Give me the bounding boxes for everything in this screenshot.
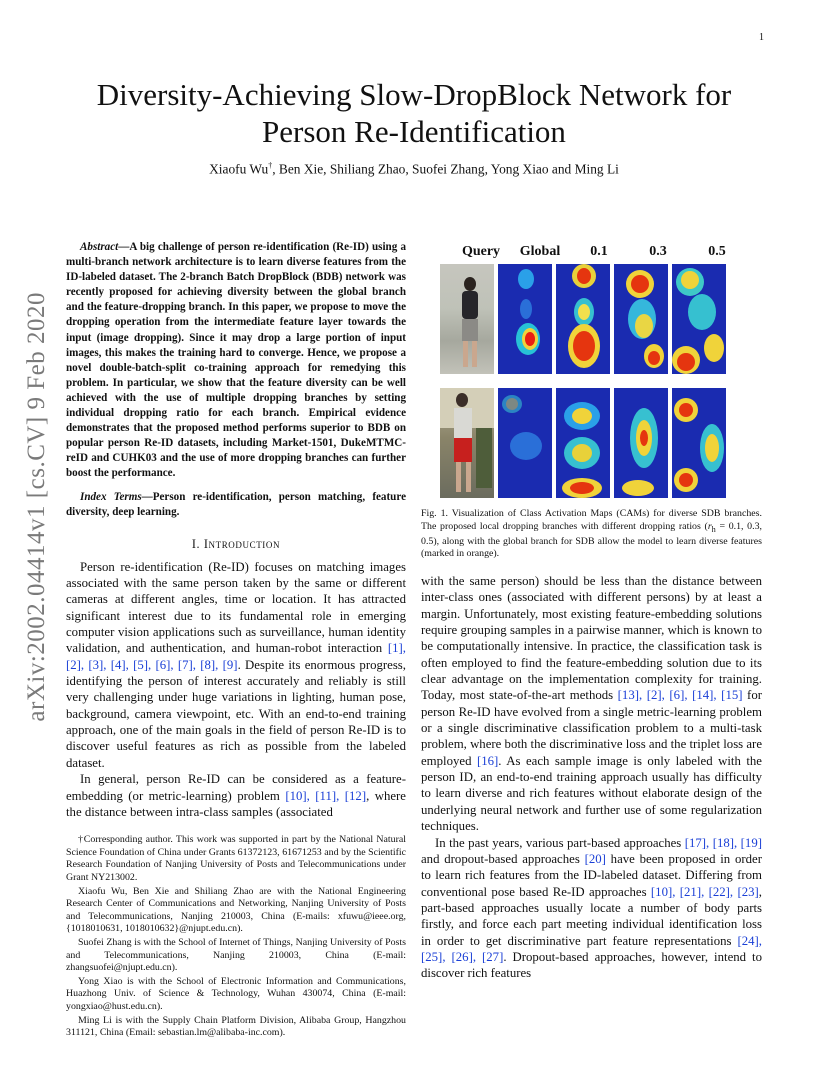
citation-links[interactable]: [17], [18], [19] (684, 835, 762, 850)
caption-text: Fig. 1. Visualization of Class Activation Maps (CAMs) for diverse SDB branches. The proposed local dropping branches with different dropping ratios ( (421, 508, 762, 532)
paragraph-text: Person re-identification (Re-ID) focuses on matching images associated with the same person taken by the same or different cameras at different angles, time or location. It has attracted significant interest due to its fundamental role in emerging computer vision applications such as surveillance, human identity validation, and authentication, and human-robot interaction (66, 559, 406, 656)
right-column (421, 573, 762, 982)
footnote: Ming Li is with the Supply Chain Platform Division, Alibaba Group, Hangzhou 311121, China (Email: sebastian.lm@alibaba-inc.com). (66, 1014, 406, 1039)
corresponding-mark: † (268, 161, 273, 170)
left-column (66, 240, 406, 1041)
paragraph-text: . Despite its enormous progress, identifying the person of interest accurately and reliably is still very challenging under huge variations in lighting, human pose, background, camera viewpoint, etc. With an end-to-end training approach, one of the main goals in the field of person Re-ID is to discover useful features as rich as possible from the labeled dataset. (66, 657, 406, 770)
figure-header: 0.3 (649, 244, 667, 259)
figure-header: Query (461, 244, 501, 259)
figure-header: Global (519, 244, 561, 259)
paragraph-text: with the same person) should be less than the distance between inter-class ones (associated with different persons) by at least a margin. Unfortunately, most existing feature-embedding solutions require grouping samples in a pairwise manner, which is known to be computationally intensive. In practice, the classification task is often employed to find the feature-embedding solution due to its clear advantage on the implementation complexity for training. Today, most state-of-the-art methods (421, 574, 762, 703)
paragraph-text: In the past years, various part-based approaches (435, 835, 685, 850)
author-rest: , Ben Xie, Shiliang Zhao, Suofei Zhang, Yong Xiao and Ming Li (272, 161, 619, 177)
paragraph-text: and dropout-based approaches (421, 851, 585, 866)
abstract-text: —A big challenge of person re-identification (Re-ID) using a multi-branch network architecture is to learn diverse features from the ID-labeled dataset. The 2-branch Batch DropBlock (BDB) network was recently proposed for achieving diversity between the global branch and the feature-dropping branch. In this paper, we propose to move the dropping operation from the intermediate feature layer towards the input (image dropping). Since it may drop a large portion of input images, this makes the training hard to converge. Hence, we propose a novel double-batch-split co-training approach for remedying this problem. In particular, we show that the feature diversity can be well achieved with the use of multiple dropping branches by setting individual dropping ratio for each branch. Empirical evidence demonstrates that the proposed method performs superior to BDB on popular person Re-ID datasets, including Market-1501, DukeMTMC-reID and CUHK03 and the use of more dropping branches can further boost the performance. (66, 241, 406, 480)
footnote: Xiaofu Wu, Ben Xie and Shiliang Zhao are with the National Engineering Research Center of Communications and Networking, Nanjing University of Posts and Telecommunications, Nanjing 210003, China (E-mails: xfuwu@ieee.org, {1018010631, 1018010632}@njupt.edu.cn). (66, 885, 406, 935)
citation-links[interactable]: [10], [21], [22], [23] (650, 884, 759, 899)
figure-header: 0.5 (708, 244, 726, 259)
footnote: †Corresponding author. This work was supported in part by the National Natural Science Foundation of China under Grants 61372123, 61671253 and by the Scientific Research Foundation of Nanjing University of Posts and Telecommunications under Grant NY213002. (66, 834, 406, 883)
intro-paragraph-4 (421, 835, 762, 982)
page-number: 1 (759, 32, 764, 43)
intro-paragraph-2 (66, 771, 406, 820)
arxiv-identifier[interactable]: arXiv:2002.04414v1 [cs.CV] 9 Feb 2020 (23, 292, 50, 722)
author-first: Xiaofu Wu (209, 161, 269, 177)
cam-image-grid (440, 264, 750, 498)
section-heading-introduction (66, 537, 406, 552)
footnotes (66, 834, 406, 1040)
paragraph-text: . As each sample image is only labeled with the person ID, an end-to-end training approach usually has difficulty to learn diverse and rich features without elaborate design of the underlying neural network and further use of some regularization techniques. (421, 753, 762, 834)
author-list (60, 157, 768, 178)
query-image (440, 264, 494, 374)
paragraph-text: , part-based approaches usually locate a number of body parts firstly, and force each part meeting individual identification loss in order to get discriminative part feature representations (421, 884, 762, 948)
section-title: Introduction (203, 536, 281, 551)
query-image (440, 388, 494, 498)
caption-math-subscript: h (711, 524, 716, 534)
section-number: I. (191, 536, 204, 551)
figure-1 (440, 244, 750, 498)
cam-heatmap-global (498, 388, 552, 498)
figure-column-headers (440, 244, 750, 262)
citation-links[interactable]: [20] (584, 851, 606, 866)
paper-title: Diversity-Achieving Slow-DropBlock Network for Person Re-Identification (96, 77, 732, 149)
index-terms-label: Index Terms (80, 490, 142, 503)
citation-links[interactable]: [10], [11], [12] (285, 788, 367, 803)
caption-text: = 0.1, 0.3, 0.5), along with the global branch for SDB allow the model to learn diverse features (marked in orange). (421, 520, 762, 560)
cam-heatmap-0.1 (556, 264, 610, 374)
figure-caption (421, 508, 762, 561)
footnote: Yong Xiao is with the School of Electronic Information and Communications, Huazhong Univ. of Science & Technology, Wuhan 430074, China (E-mail: yongxiao@hust.edu.cn). (66, 975, 406, 1012)
cam-heatmap-0.5 (672, 264, 726, 374)
paragraph-text: have been proposed in order to learn rich features from the ID-labeled dataset. Differing from conventional pose based Re-ID approaches (421, 851, 762, 899)
cam-heatmap-0.1 (556, 388, 610, 498)
intro-paragraph-1 (66, 559, 406, 771)
citation-links[interactable]: [1], [2], [3], [4], [5], [6], [7], [8], [9] (66, 641, 406, 672)
cam-heatmap-0.3 (614, 388, 668, 498)
paragraph-text: for person Re-ID have evolved from a single metric-learning problem or a single discriminative classification problem to a multi-task problem, where both the discriminative loss and the triplet loss are employed (421, 688, 762, 768)
cam-heatmap-0.3 (614, 264, 668, 374)
paragraph-text: , where the distance between intra-class samples (associated (66, 788, 406, 819)
index-terms-text: —Person re-identification, person matching, feature diversity, deep learning. (66, 490, 406, 518)
citation-links[interactable]: [16] (476, 753, 499, 768)
cam-heatmap-global (498, 264, 552, 374)
paragraph-text: . Dropout-based approaches, however, intend to discover rich features (421, 949, 762, 981)
citation-links[interactable]: [13], [2], [6], [14], [15] (617, 688, 743, 703)
citation-links[interactable]: [24], [25], [26], [27] (421, 933, 762, 964)
abstract (66, 240, 406, 482)
paragraph-text: In general, person Re-ID can be considered as a feature-embedding (or metric-learning) problem (66, 772, 406, 803)
figure-header: 0.1 (590, 244, 608, 259)
caption-math: r (707, 520, 712, 532)
cam-heatmap-0.5 (672, 388, 726, 498)
index-terms (66, 490, 406, 520)
figure-row-gap (440, 378, 726, 384)
abstract-label: Abstract (80, 241, 119, 253)
footnote: Suofei Zhang is with the School of Internet of Things, Nanjing University of Posts and Telecommunications, Nanjing 210003, China (E-mail: zhangsuofei@njupt.edu.cn). (66, 936, 406, 974)
intro-paragraph-3 (421, 573, 762, 835)
